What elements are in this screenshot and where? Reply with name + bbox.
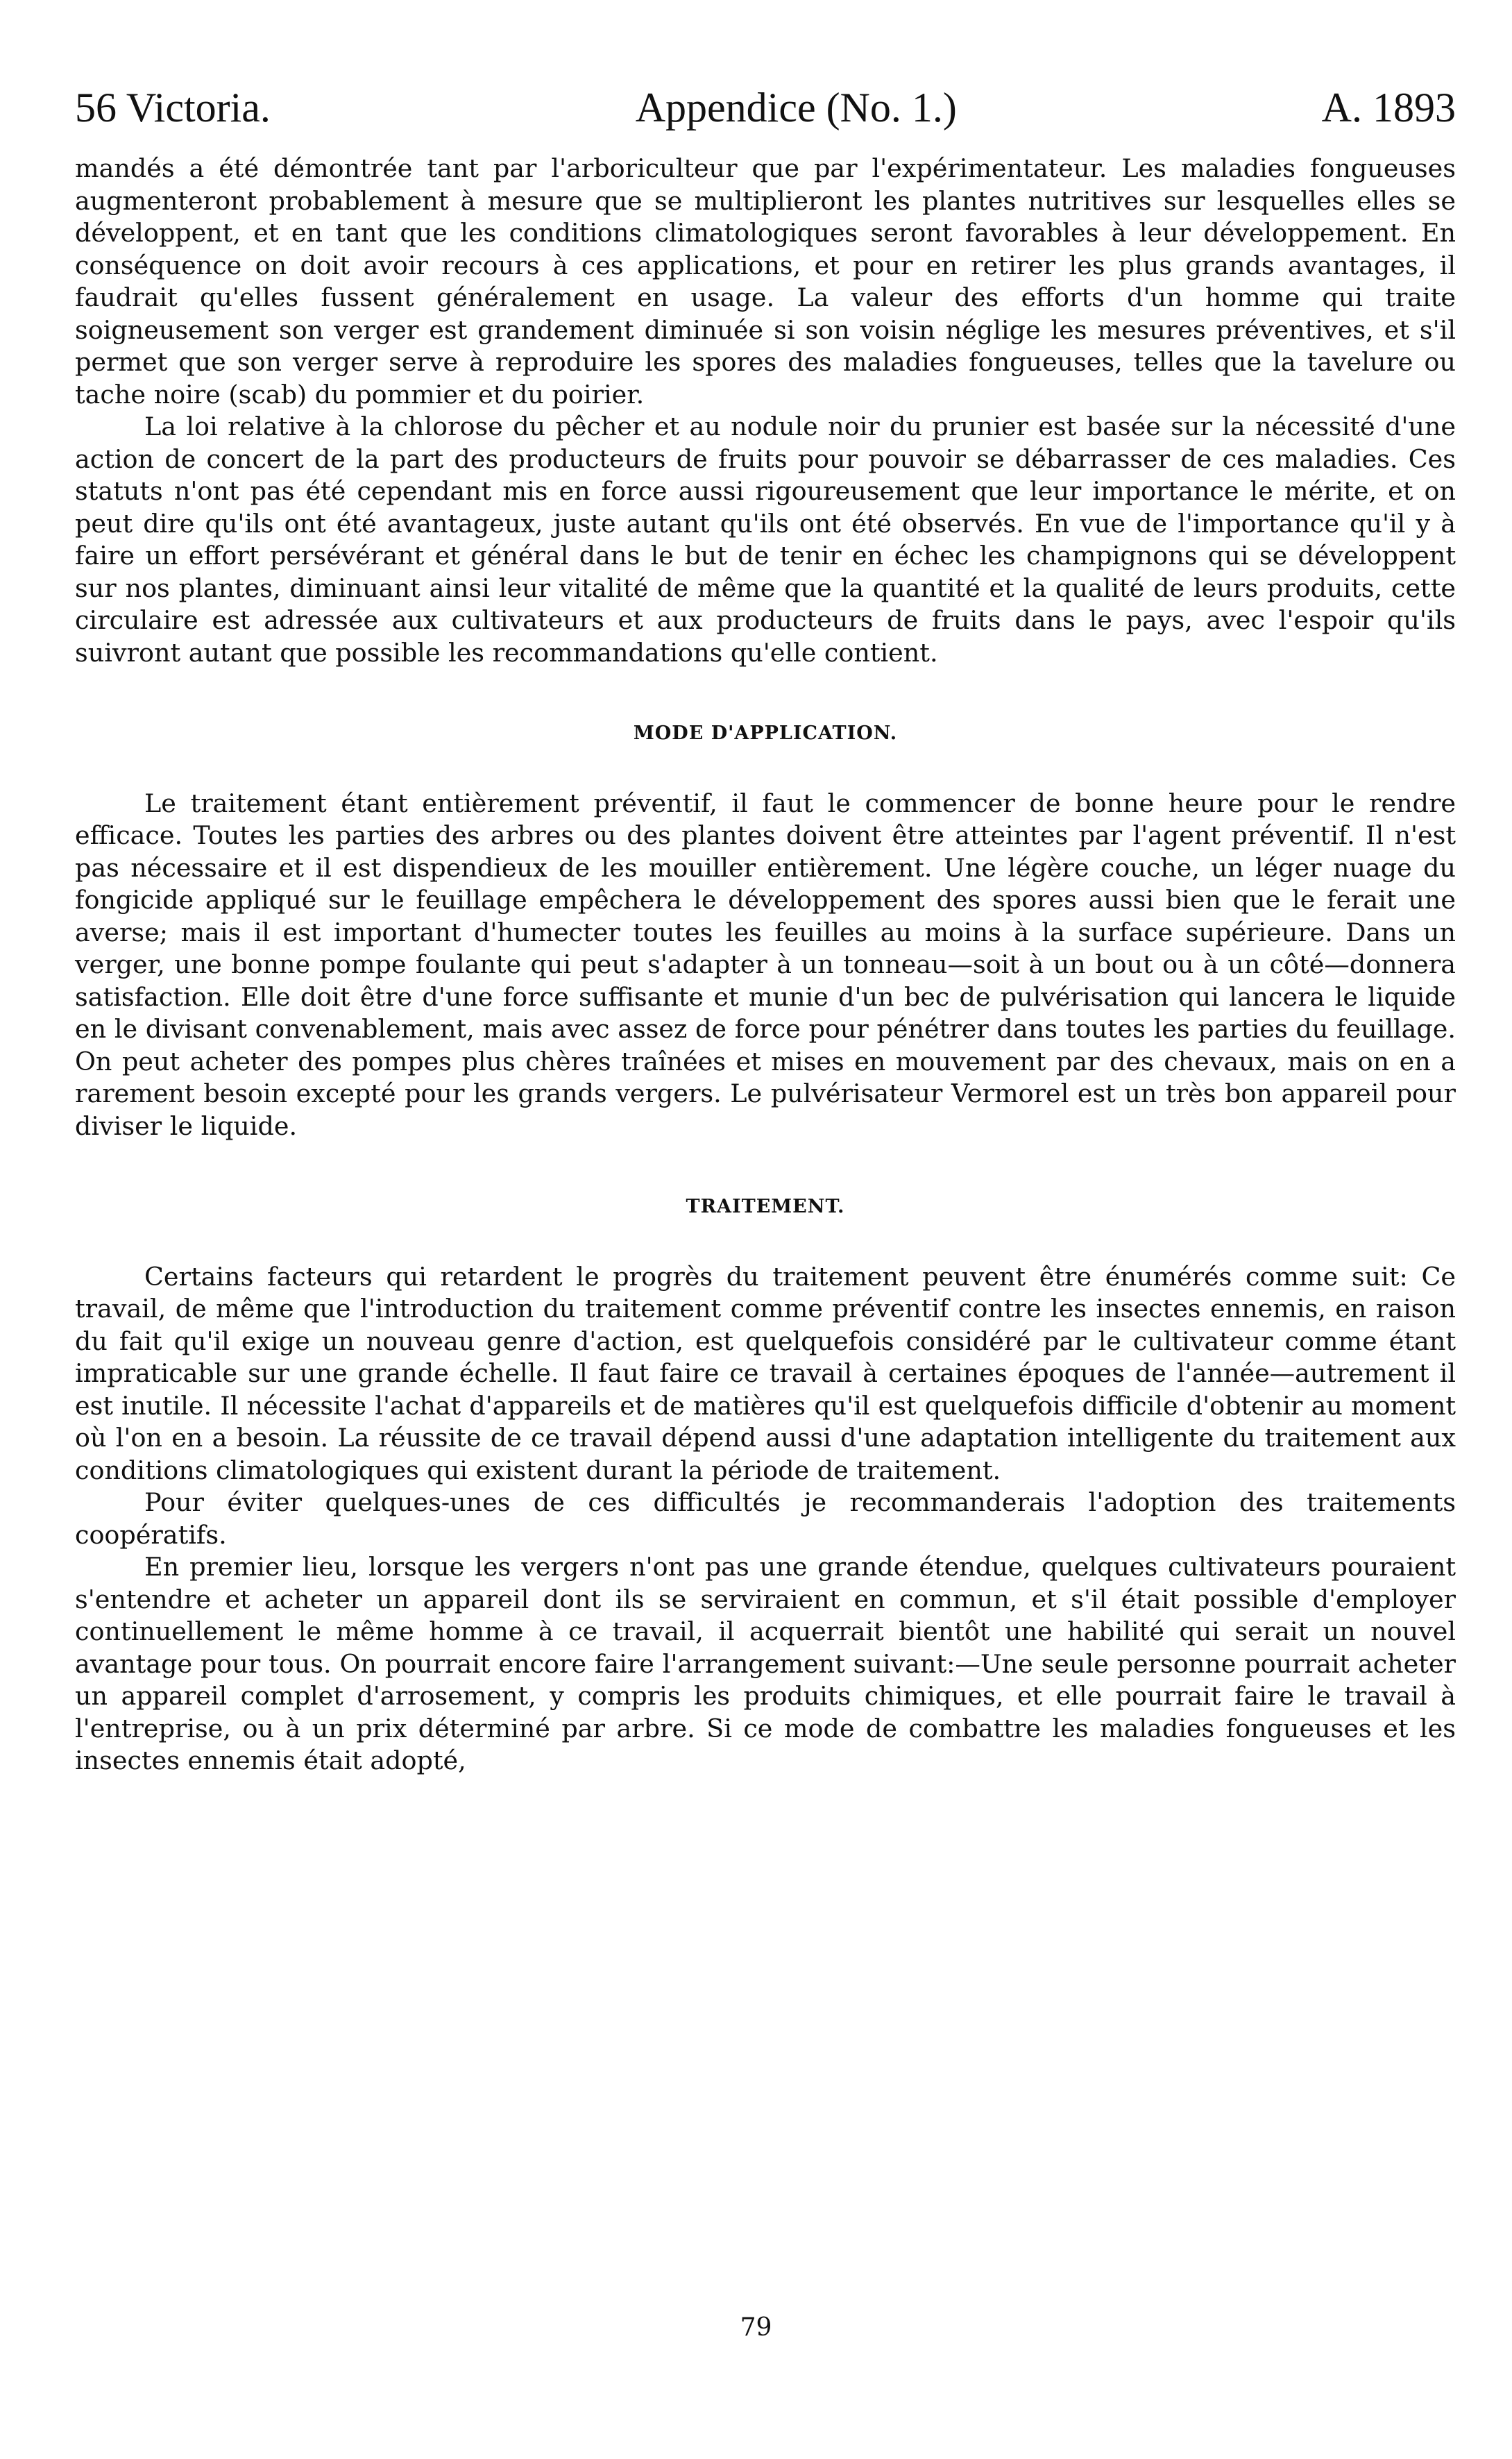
paragraph-traitement-factors: Certains facteurs qui retardent le progrès du traitement peuvent être énumérés comme suit: Ce travail, de même que l'introduction du traitement comme préventif contre les insectes ennemis, en raison du fait qu'il exige un nouveau genre d'action, est quelquefois considéré par le cultivateur comme étant impraticable sur une grande échelle. Il faut faire ce travail à certaines époques de l'année—autrement il est inutile. Il nécessite l'achat d'appareils et de matières qu'il est quelquefois difficile d'obtenir au moment où l'on en a besoin. La réussite de ce travail dépend aussi d'une adaptation intelligente du traitement aux conditions climatologiques qui existent durant la période de traitement.: [75, 1261, 1456, 1485]
page-header: [75, 83, 1456, 132]
paragraph-traitement-cooperatif: Pour éviter quelques-unes de ces difficultés je recommanderais l'adoption des traitements coopératifs.: [75, 1487, 1456, 1550]
body-text: [75, 153, 1456, 1777]
document-page: [75, 83, 1456, 1777]
header-year: A. 1893: [1321, 85, 1456, 130]
section-heading-traitement: TRAITEMENT.: [686, 1196, 845, 1217]
paragraph-continued: mandés a été démontrée tant par l'arboriculteur que par l'expérimentateur. Les maladies fongueuses augmenteront probablement à mesure que se multiplieront les plantes nutritives sur lesquelles elles se développent, et en tant que les conditions climatologiques seront favorables à leur développement. En conséquence on doit avoir recours à ces applications, et pour en retirer les plus grands avantages, il faudrait qu'elles fussent généralement en usage. La valeur des efforts d'un homme qui traite soigneusement son verger est grandement diminuée si son voisin néglige les mesures préventives, et s'il permet que son verger serve à reproduire les spores des maladies fongueuses, telles que la tavelure ou tache noire (scab) du pommier et du poirier.: [75, 153, 1456, 409]
header-appendix: Appendice (No. 1.): [635, 85, 957, 130]
page-number: 79: [740, 2313, 772, 2342]
section-heading-mode-application: MODE D'APPLICATION.: [633, 723, 898, 744]
paragraph-traitement-premier-lieu: En premier lieu, lorsque les vergers n'ont pas une grande étendue, quelques cultivateurs pouraient s'entendre et acheter un appareil dont ils se serviraient en commun, et s'il était possible d'employer continuellement le même homme à ce travail, il acquerrait bientôt une habilité qui serait un nouvel avantage pour tous. On pourrait encore faire l'arrangement suivant:—Une seule personne pourrait acheter un appareil complet d'arrosement, y compris les produits chimiques, et elle pourrait faire le travail à l'entreprise, ou à un prix déterminé par arbre. Si ce mode de combattre les maladies fongueuses et les insectes ennemis était adopté,: [75, 1552, 1456, 1775]
header-session: 56 Victoria.: [75, 85, 271, 130]
paragraph-chlorose-law: La loi relative à la chlorose du pêcher et au nodule noir du prunier est basée sur la nécessité d'une action de concert de la part des producteurs de fruits pour pouvoir se débarrasser de ces maladies. Ces statuts n'ont pas été cependant mis en force aussi rigoureusement que leur importance le mérite, et on peut dire qu'ils ont été avantageux, juste autant qu'ils ont été observés. En vue de l'importance qu'il y à faire un effort persévérant et général dans le but de tenir en échec les champignons qui se développent sur nos plantes, diminuant ainsi leur vitalité de même que la quantité et la qualité de leurs produits, cette circulaire est adressée aux cultivateurs et aux producteurs de fruits dans le pays, avec l'espoir qu'ils suivront autant que possible les recommandations qu'elle contient.: [75, 412, 1456, 668]
paragraph-mode-application: Le traitement étant entièrement préventif, il faut le commencer de bonne heure pour le rendre efficace. Toutes les parties des arbres ou des plantes doivent être atteintes par l'agent préventif. Il n'est pas nécessaire et il est dispendieux de les mouiller entièrement. Une légère couche, un léger nuage du fongicide appliqué sur le feuillage empêchera le développement des spores aussi bien que le ferait une averse; mais il est important d'humecter toutes les feuilles au moins à la surface supérieure. Dans un verger, une bonne pompe foulante qui peut s'adapter à un tonneau—soit à un bout ou à un côté—donnera satisfaction. Elle doit être d'une force suffisante et munie d'un bec de pulvérisation qui lancera le liquide en le divisant convenablement, mais avec assez de force pour pénétrer dans toutes les parties du feuillage. On peut acheter des pompes plus chères traînées et mises en mouvement par des chevaux, mais on en a rarement besoin excepté pour les grands vergers. Le pulvérisateur Vermorel est un très bon appareil pour diviser le liquide.: [75, 788, 1456, 1141]
